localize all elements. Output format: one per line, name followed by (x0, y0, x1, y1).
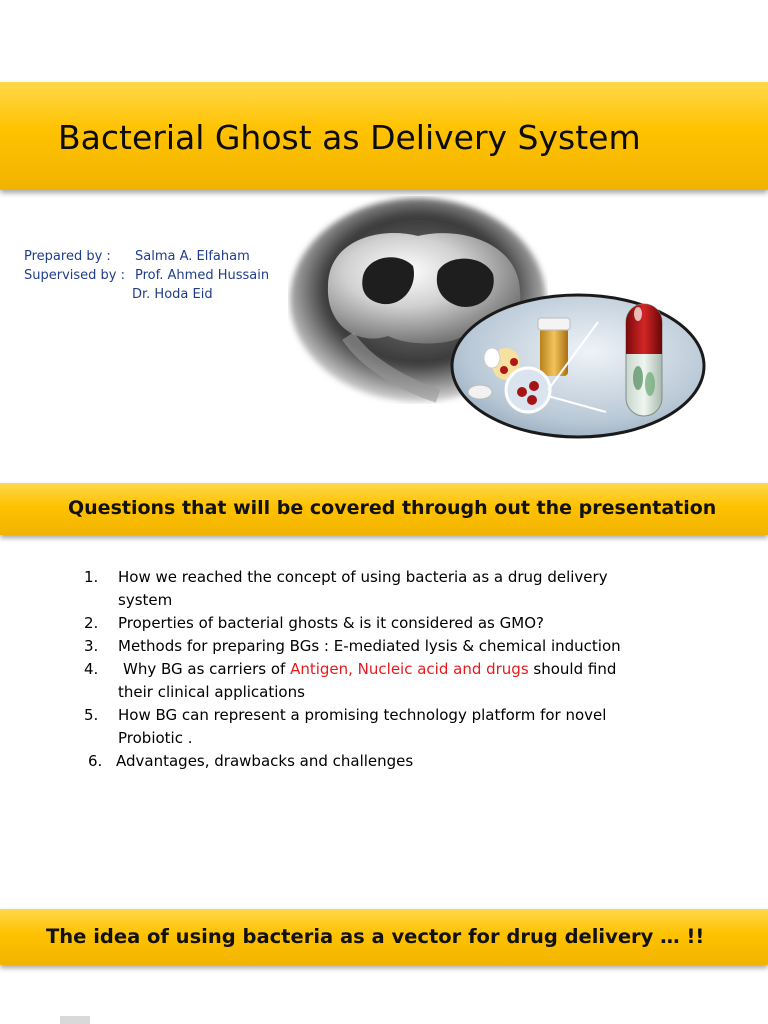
item-number: 6. (88, 752, 103, 770)
list-item (84, 635, 644, 658)
prepared-label: Prepared by : (24, 249, 111, 264)
item-text: Properties of bacterial ghosts & is it considered as GMO? (118, 614, 544, 632)
item-text: How we reached the concept of using bacteria as a drug delivery system (118, 568, 608, 609)
page-thumbnail-hint (60, 1016, 90, 1024)
supervised-label: Supervised by : (24, 268, 126, 283)
questions-list (84, 566, 644, 773)
item-number: 4. (84, 660, 99, 678)
list-item (88, 750, 648, 773)
item-text: How BG can represent a promising technology platform for novel Probiotic . (118, 706, 607, 747)
prepared-name: Salma A. Elfaham (135, 249, 250, 264)
item-number: 5. (84, 706, 99, 724)
list-item (84, 566, 644, 612)
drug-capsule-illustration (448, 292, 706, 440)
item-text: Why BG as carriers of (123, 660, 291, 678)
supervisor-2: Dr. Hoda Eid (132, 287, 213, 302)
idea-title: The idea of using bacteria as a vector for drug delivery … !! (46, 925, 705, 948)
list-item (84, 658, 644, 704)
item-text: Methods for preparing BGs : E-mediated lysis & chemical induction (118, 637, 621, 655)
list-item (84, 612, 644, 635)
item-text: Advantages, drawbacks and challenges (116, 752, 414, 770)
list-item (84, 704, 644, 750)
item-text-continued: should find their clinical applications (118, 660, 617, 701)
supervisor-1: Prof. Ahmed Hussain (135, 268, 270, 283)
page-title: Bacterial Ghost as Delivery System (58, 118, 641, 157)
questions-title: Questions that will be covered through out the presentation (68, 497, 717, 519)
item-number: 1. (84, 568, 99, 586)
item-number: 3. (84, 637, 99, 655)
item-number: 2. (84, 614, 99, 632)
item-highlight-text: Antigen, Nucleic acid and drugs (290, 660, 529, 678)
